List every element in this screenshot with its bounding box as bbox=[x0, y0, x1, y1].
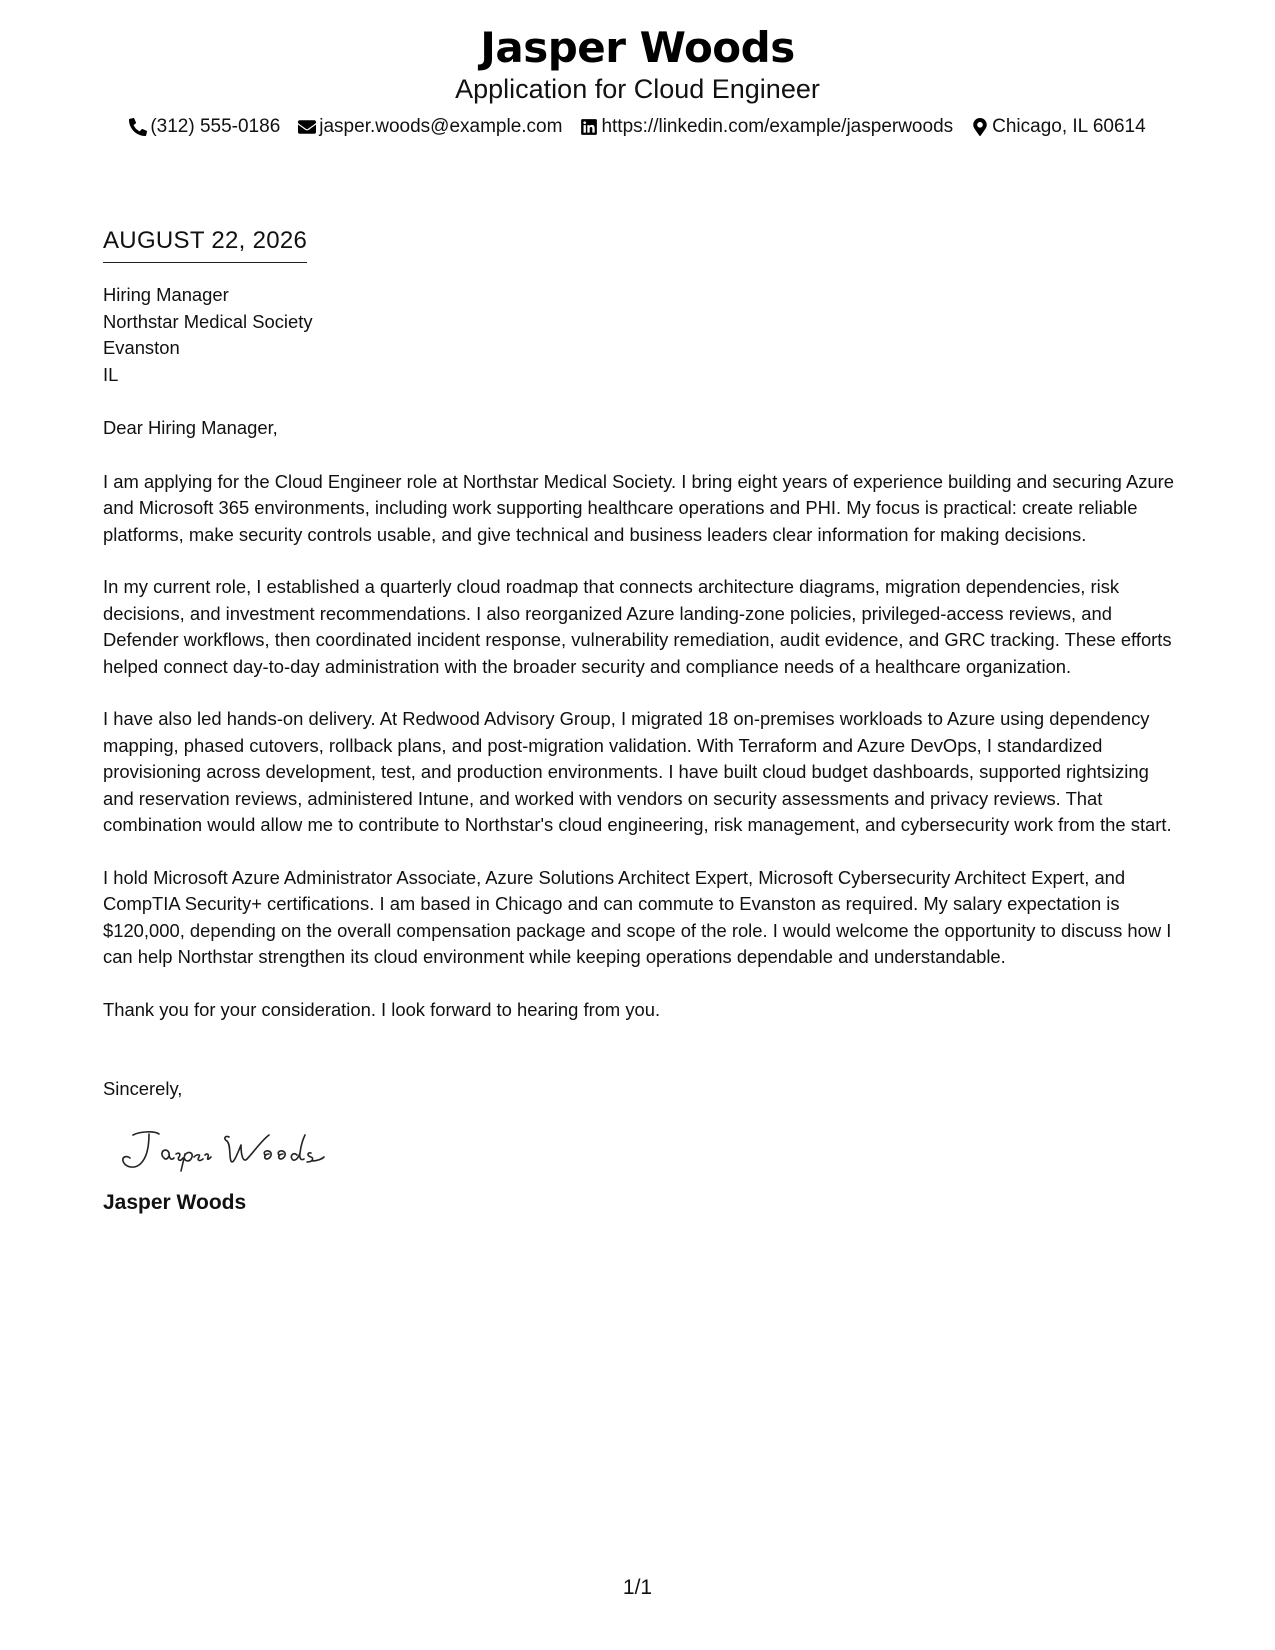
application-subtitle: Application for Cloud Engineer bbox=[455, 74, 820, 104]
contact-phone[interactable] bbox=[129, 114, 280, 140]
closing: Sincerely, bbox=[103, 1078, 183, 1099]
linkedin-icon bbox=[580, 118, 598, 136]
recipient-city: Evanston bbox=[103, 337, 180, 358]
phone-icon bbox=[129, 118, 147, 136]
recipient-organization: Northstar Medical Society bbox=[103, 310, 313, 332]
body-paragraph: Thank you for your consideration. I look forward to hearing from you. bbox=[103, 998, 661, 1020]
contact-email[interactable] bbox=[298, 114, 562, 140]
phone-text: (312) 555-0186 bbox=[150, 116, 281, 137]
envelope-icon bbox=[298, 118, 316, 136]
contact-bar bbox=[0, 114, 1275, 140]
body-paragraph: I have also led hands-on delivery. At Redwood Advisory Group, I migrated 18 on-premises workloads to Azure using dependency mapping, phased cutovers, rollback plans, and post-migration validation. With Terraform and Azure DevOps, I standardized provisioning across development, test, and production environments. I have built cloud budget dashboards, supported rightsizing and reservation reviews, administered Intune, and worked with vendors on security assessments and privacy reviews. That combination would allow me to contribute to Northstar's cloud engineering, risk management, and cybersecurity work from the start. bbox=[103, 708, 1172, 835]
recipient-block bbox=[103, 282, 1183, 388]
map-marker-icon bbox=[971, 118, 989, 136]
recipient-title: Hiring Manager bbox=[103, 284, 229, 305]
letter-header bbox=[0, 22, 1275, 140]
contact-location bbox=[971, 114, 1146, 140]
contact-linkedin[interactable] bbox=[580, 114, 953, 140]
recipient-state: IL bbox=[103, 363, 119, 385]
signature-graphic bbox=[119, 1125, 349, 1175]
location-text: Chicago, IL 60614 bbox=[992, 116, 1146, 137]
letter-date: AUGUST 22, 2026 bbox=[103, 224, 307, 263]
signer-name: Jasper Woods bbox=[103, 1190, 247, 1214]
handwritten-signature bbox=[119, 1125, 349, 1175]
salutation: Dear Hiring Manager, bbox=[103, 417, 278, 438]
linkedin-text: https://linkedin.com/example/jasperwoods bbox=[601, 116, 954, 137]
applicant-name: Jasper Woods bbox=[480, 23, 795, 72]
body-paragraph: In my current role, I established a quarterly cloud roadmap that connects architecture diagrams, migration dependencies, risk decisions, and investment recommendations. I also reorganized Azure landing-zone policies, privileged-access reviews, and Defender workflows, then coordinated incident response, vulnerability remediation, audit evidence, and GRC tracking. These efforts helped connect day-to-day administration with the broader security and compliance needs of a healthcare organization. bbox=[103, 576, 1172, 677]
page-number: 1/1 bbox=[622, 1576, 653, 1599]
letter-body bbox=[103, 224, 1183, 1217]
body-paragraph: I hold Microsoft Azure Administrator Associate, Azure Solutions Architect Expert, Microsoft Cybersecurity Architect Expert, and CompTIA Security+ certifications. I am based in Chicago and can commute to Evanston as required. My salary expectation is $120,000, depending on the overall compensation package and scope of the role. I would welcome the opportunity to discuss how I can help Northstar strengthen its cloud environment while keeping operations dependable and understandable. bbox=[103, 866, 1172, 967]
body-paragraph: I am applying for the Cloud Engineer role at Northstar Medical Society. I bring eight years of experience building and securing Azure and Microsoft 365 environments, including work supporting healthcare operations and PHI. My focus is practical: create reliable platforms, make security controls usable, and give technical and business leaders clear information for making decisions. bbox=[103, 470, 1174, 545]
email-text: jasper.woods@example.com bbox=[319, 116, 563, 137]
